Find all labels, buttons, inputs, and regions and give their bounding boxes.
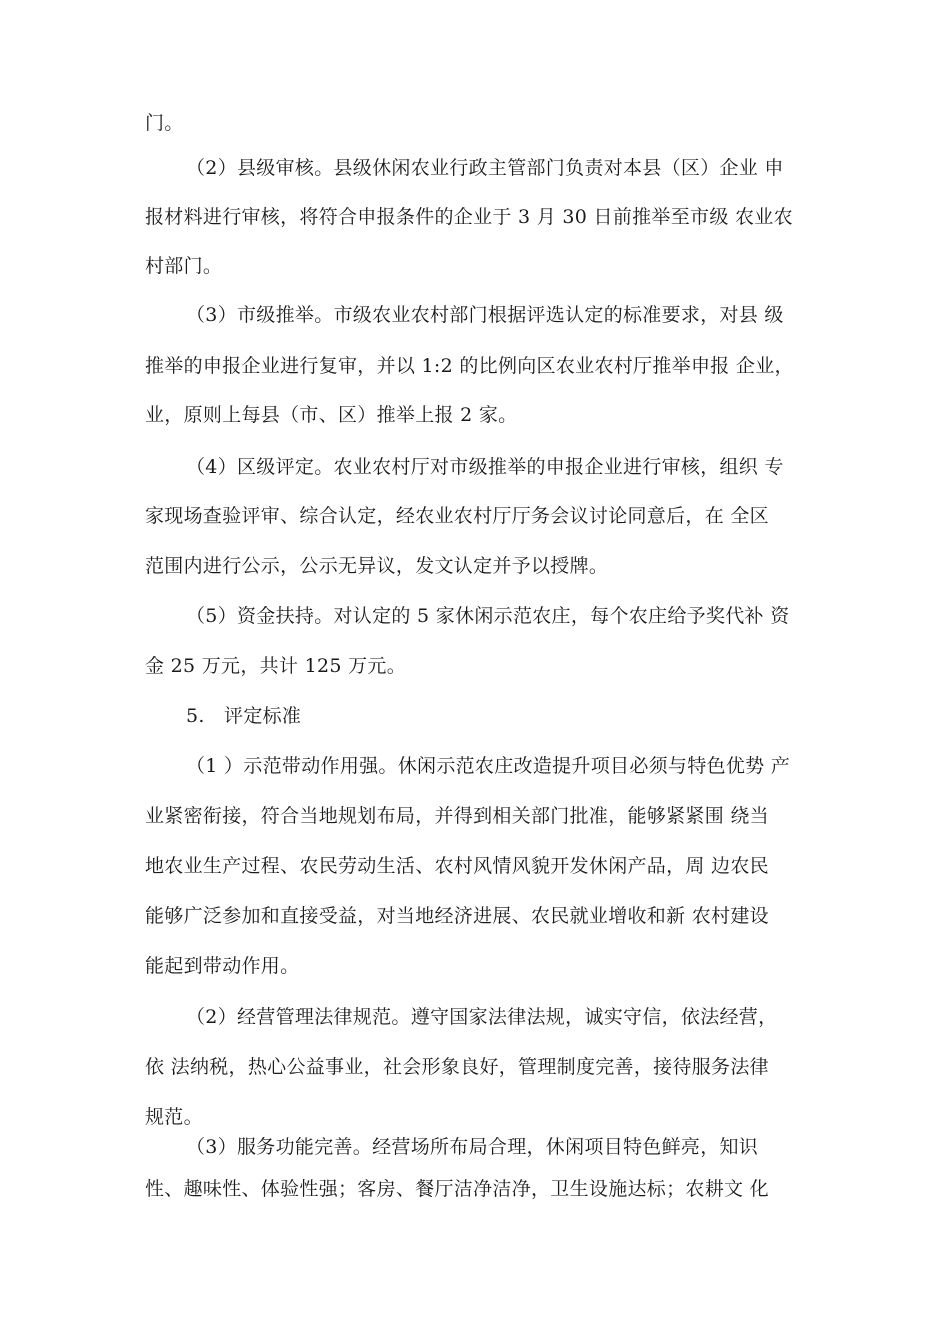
text-line: （1 ）示范带动作用强。休闲示范农庄改造提升项目必须与特色优势 产: [186, 755, 791, 777]
text-line: 能起到带动作用。: [145, 955, 300, 977]
text-line: （2）经营管理法律规范。遵守国家法律法规，诚实守信，依法经营，: [186, 1006, 778, 1028]
text-line: （5）资金扶持。对认定的 5 家休闲示范农庄，每个农庄给予奖代补 资: [186, 605, 790, 627]
text-line: 依 法纳税，热心公益事业，社会形象良好，管理制度完善，接待服务法律: [145, 1056, 769, 1078]
text-line: 性、趣味性、体验性强；客房、餐厅洁净洁净，卫生设施达标；农耕文 化: [145, 1178, 769, 1200]
text-line: （3）服务功能完善。经营场所布局合理，休闲项目特色鲜亮，知识: [186, 1136, 759, 1158]
text-line: 报材料进行审核，将符合申报条件的企业于 3 月 30 日前推举至市级 农业农: [145, 206, 793, 228]
text-line: 家现场查验评审、综合认定，经农业农村厅厅务会议讨论同意后，在 全区: [145, 505, 769, 527]
section-heading: 5. 评定标准: [186, 705, 302, 727]
text-line: 业，原则上每县（市、区）推举上报 2 家。: [145, 404, 518, 426]
text-line: 门。: [145, 112, 184, 134]
text-line: 业紧密衔接，符合当地规划布局，并得到相关部门批准，能够紧紧围 绕当: [145, 805, 769, 827]
text-line: 村部门。: [145, 255, 223, 277]
text-line: 推举的申报企业进行复审，并以 1:2 的比例向区农业农村厅推举申报 企业，: [145, 355, 794, 377]
text-line: （3）市级推举。市级农业农村部门根据评选认定的标准要求，对县 级: [186, 304, 784, 326]
text-line: 地农业生产过程、农民劳动生活、农村风情风貌开发休闲产品，周 边农民: [145, 855, 769, 877]
text-line: 能够广泛参加和直接受益，对当地经济进展、农民就业增收和新 农村建设: [145, 905, 769, 927]
text-line: （4）区级评定。农业农村厅对市级推举的申报企业进行审核，组织 专: [186, 456, 784, 478]
text-line: 规范。: [145, 1106, 203, 1128]
text-line: （2）县级审核。县级休闲农业行政主管部门负责对本县（区）企业 申: [186, 157, 784, 179]
text-line: 金 25 万元，共计 125 万元。: [145, 655, 407, 677]
text-line: 范围内进行公示，公示无异议，发文认定并予以授牌。: [145, 555, 609, 577]
